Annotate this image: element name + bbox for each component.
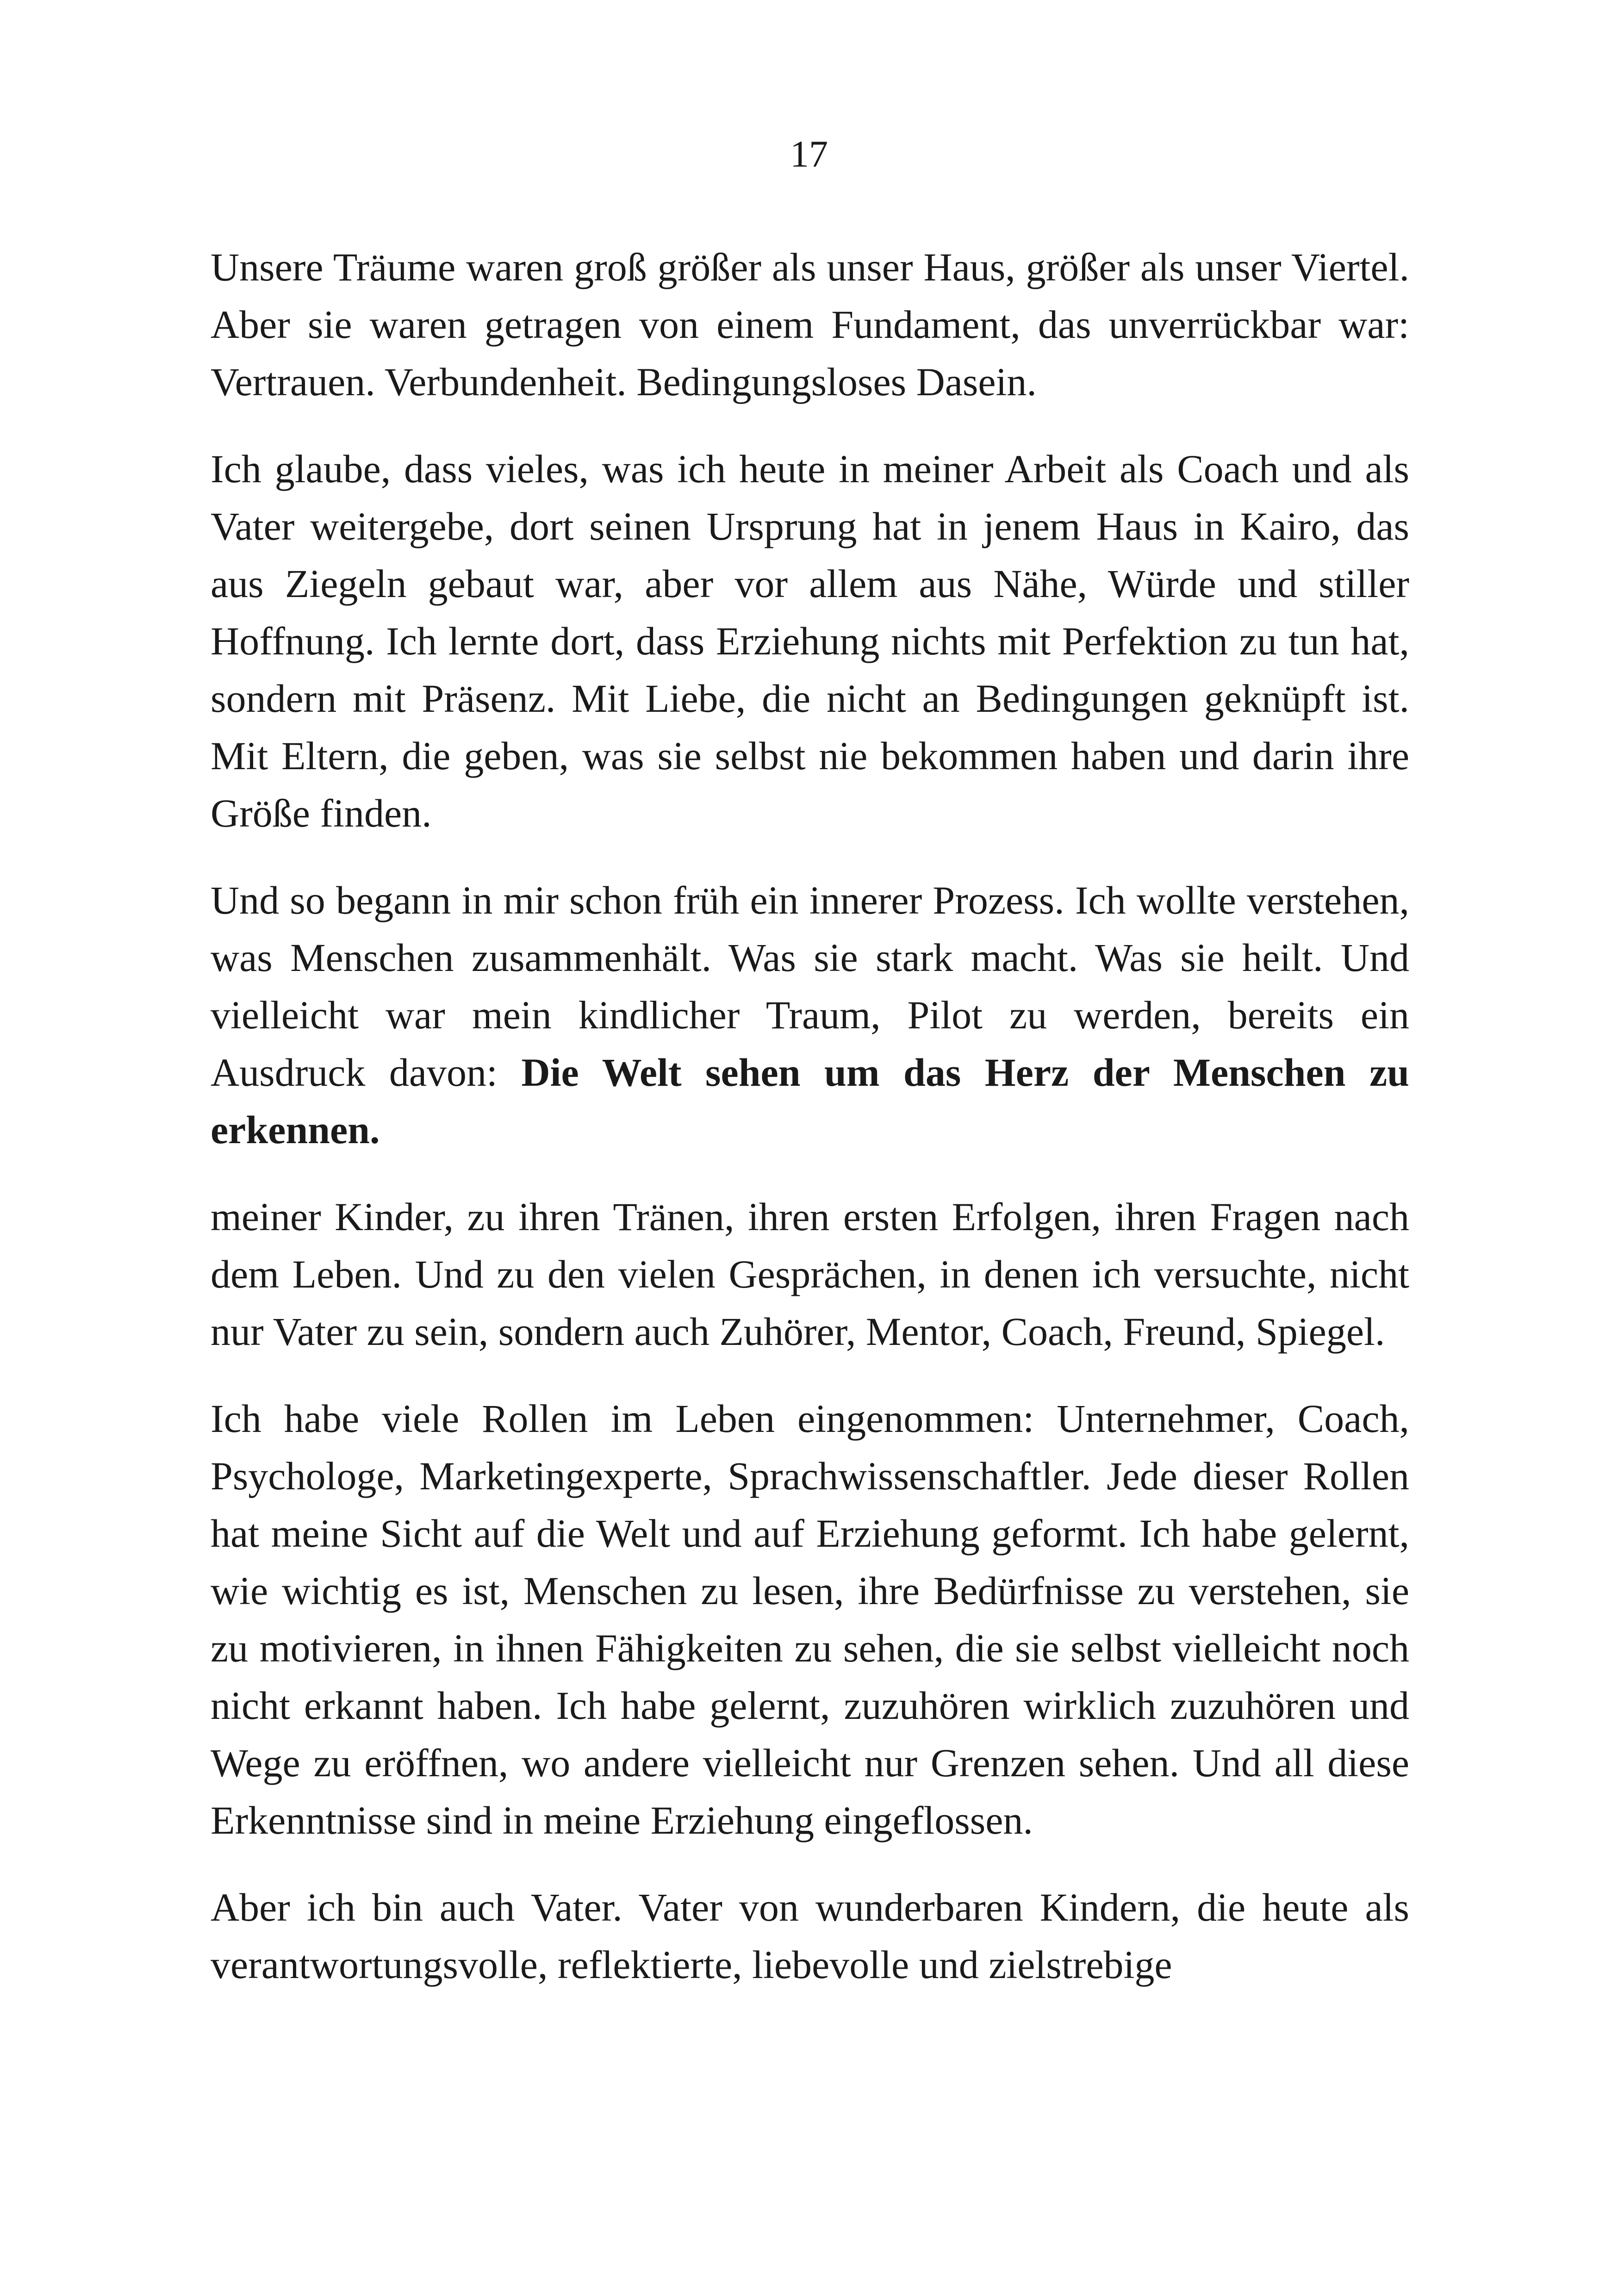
paragraph-text: Aber ich bin auch Vater. Vater von wunderbaren Kindern, die heute als verantwortungsvolle, reflektierte, liebevolle und zielstrebige bbox=[211, 1885, 1409, 1987]
bold-emphasis: Die Welt sehen um das Herz der Menschen zu erkennen. bbox=[211, 1050, 1409, 1152]
paragraph-text: Ich glaube, dass vieles, was ich heute in meiner Arbeit als Coach und als Vater weitergebe, dort seinen Ursprung hat in jenem Haus in Kairo, das aus Ziegeln gebaut war, aber vor allem aus Nähe, Würde und stiller Hoffnung. Ich lernte dort, dass Erziehung nichts mit Perfektion zu tun hat, sondern mit Präsenz. Mit Liebe, die nicht an Bedingungen geknüpft ist. Mit Eltern, die geben, was sie selbst nie bekommen haben und darin ihre Größe finden. bbox=[211, 447, 1409, 835]
paragraph-text: Ich habe viele Rollen im Leben eingenommen: Unternehmer, Coach, Psychologe, Marketingexperte, Sprachwissenschaftler. Jede dieser Rollen hat meine Sicht auf die Welt und auf Erziehung geformt. Ich habe gelernt, wie wichtig es ist, Menschen zu lesen, ihre Bedürfnisse zu verstehen, sie zu motivieren, in ihnen Fähigkeiten zu sehen, die sie selbst vielleicht noch nicht erkannt haben. Ich habe gelernt, zuzuhören wirklich zuzuhören und Wege zu eröffnen, wo andere vielleicht nur Grenzen sehen. Und all diese Erkenntnisse sind in meine Erziehung eingeflossen. bbox=[211, 1396, 1409, 1842]
paragraph-text: meiner Kinder, zu ihren Tränen, ihren ersten Erfolgen, ihren Fragen nach dem Leben. Und zu den vielen Gesprächen, in denen ich versuchte, nicht nur Vater zu sein, sondern auch Zuhörer, Mentor, Coach, Freund, Spiegel. bbox=[211, 1195, 1409, 1354]
paragraph-1 bbox=[211, 238, 1409, 411]
paragraph-text: Und so begann in mir schon früh ein innerer Prozess. Ich wollte verstehen, was Menschen zusammenhält. Was sie stark macht. Was sie heilt. Und vielleicht war mein kindlicher Traum, Pilot zu werden, bereits ein Ausdruck davon: bbox=[211, 878, 1409, 1095]
paragraph-5 bbox=[211, 1390, 1409, 1849]
paragraph-2 bbox=[211, 440, 1409, 842]
body-text bbox=[211, 238, 1409, 1993]
page-number: 17 bbox=[790, 133, 828, 175]
paragraph-text: Unsere Träume waren groß größer als unser Haus, größer als unser Viertel. Aber sie waren getragen von einem Fundament, das unverrückbar war: Vertrauen. Verbundenheit. Bedingungsloses Dasein. bbox=[211, 245, 1409, 404]
paragraph-3 bbox=[211, 871, 1409, 1158]
paragraph-6 bbox=[211, 1879, 1409, 1993]
paragraph-4 bbox=[211, 1188, 1409, 1360]
